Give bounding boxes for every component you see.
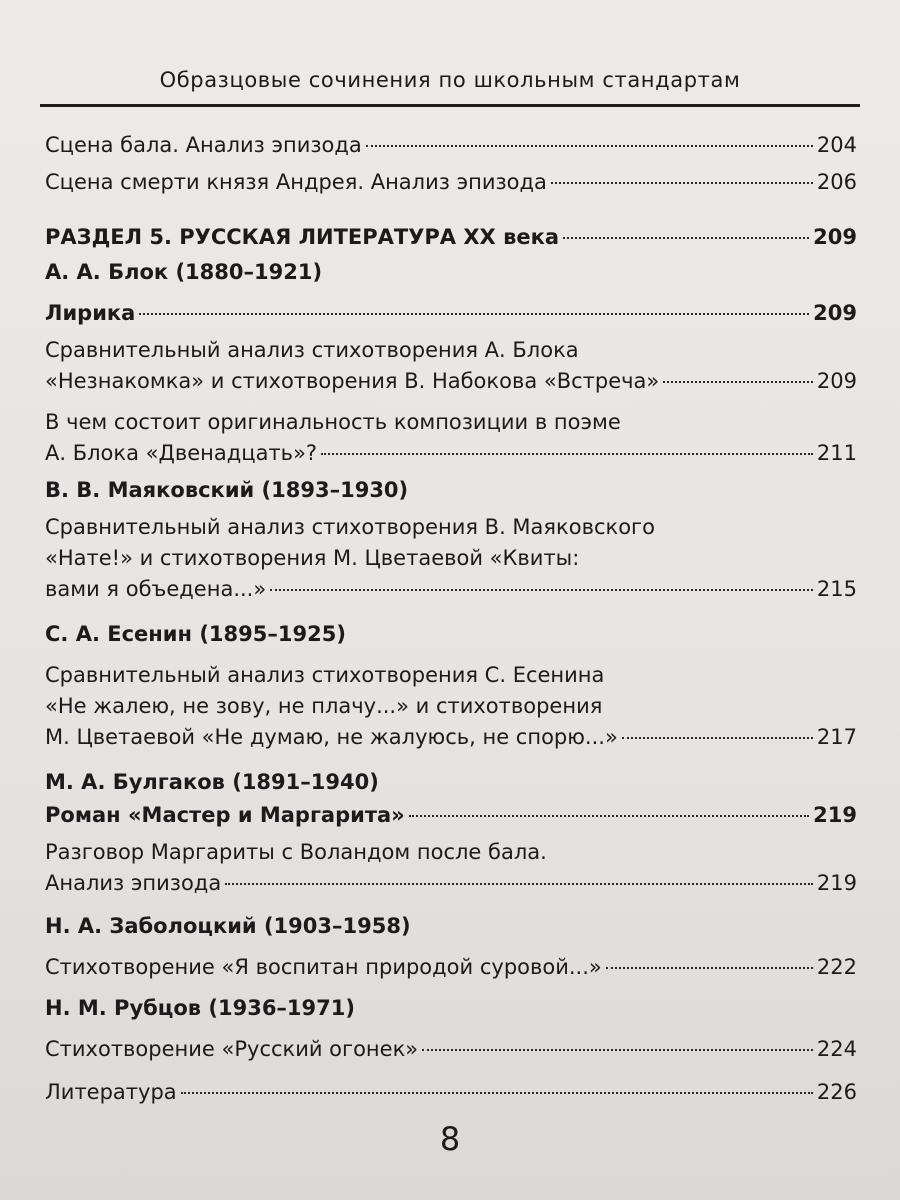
toc-page-number: 219 [813, 803, 857, 827]
page-number: 8 [439, 1120, 461, 1158]
toc-entry-line: Сравнительный анализ стихотворения С. Есенина [45, 663, 605, 687]
toc-entry-margarita-talk[interactable] [45, 837, 857, 899]
toc-entry-line: Сравнительный анализ стихотворения В. Маяковского [45, 515, 655, 539]
toc-entry-literature[interactable] [45, 1077, 857, 1108]
toc-entry-title: Сцена бала. Анализ эпизода [45, 133, 362, 157]
leader-dots [270, 589, 813, 591]
author-heading-blok: А. А. Блок (1880–1921) [45, 260, 323, 284]
author-heading-rubtsov: Н. М. Рубцов (1936–1971) [45, 996, 355, 1020]
author-heading-mayakovsky: В. В. Маяковский (1893–1930) [45, 478, 409, 502]
toc-section-heading[interactable] [45, 222, 857, 253]
toc-entry-mayakovsky-compare[interactable] [45, 512, 857, 605]
header-divider [40, 104, 860, 107]
toc-entry-blok-compare[interactable] [45, 335, 857, 397]
toc-entry-line: Сравнительный анализ стихотворения А. Блока [45, 338, 579, 362]
toc-entry-line: «Незнакомка» и стихотворения В. Набокова «Встреча» [45, 369, 660, 393]
toc-entry-line: Анализ эпизода [45, 871, 222, 895]
leader-dots [181, 1092, 813, 1094]
leader-dots [563, 237, 809, 239]
toc-page-number: 215 [816, 577, 857, 601]
leader-dots [366, 145, 813, 147]
toc-entry-scene-andrey[interactable] [45, 167, 857, 198]
toc-page-number: 211 [816, 441, 857, 465]
toc-entry-lyrics[interactable] [45, 298, 857, 329]
toc-entry-title: Стихотворение «Я воспитан природой суровой...» [45, 955, 602, 979]
leader-dots [409, 815, 809, 817]
toc-page-number: 209 [816, 369, 857, 393]
toc-page-number: 226 [816, 1080, 857, 1104]
toc-entry-title: Литература [45, 1080, 177, 1104]
running-header: Образцовые сочинения по школьным стандартам [159, 68, 741, 92]
section-title: РАЗДЕЛ 5. РУССКАЯ ЛИТЕРАТУРА XX века [45, 225, 560, 249]
toc-entry-line: «Нате!» и стихотворения М. Цветаевой «Квиты: [45, 546, 580, 570]
author-heading-zabolotsky: Н. А. Заболоцкий (1903–1958) [45, 914, 411, 938]
author-heading-bulgakov: М. А. Булгаков (1891–1940) [45, 770, 379, 794]
toc-entry-blok-twelve[interactable] [45, 407, 857, 469]
toc-entry-title: Стихотворение «Русский огонек» [45, 1037, 419, 1061]
toc-page-number: 209 [813, 225, 857, 249]
toc-entry-line: Разговор Маргариты с Воландом после бала. [45, 840, 547, 864]
toc-entry-line: вами я объедена...» [45, 577, 267, 601]
toc-entry-title: Роман «Мастер и Маргарита» [45, 803, 405, 827]
leader-dots [622, 737, 813, 739]
toc-entry-line: В чем состоит оригинальность композиции в поэме [45, 410, 621, 434]
toc-entry-line: М. Цветаевой «Не думаю, не жалуюсь, не спорю...» [45, 725, 618, 749]
toc-page-number: 219 [816, 871, 857, 895]
table-of-contents [45, 118, 857, 1108]
leader-dots [139, 313, 809, 315]
toc-entry-zabolotsky-poem[interactable] [45, 952, 857, 983]
toc-page-number: 217 [816, 725, 857, 749]
toc-page-number: 224 [816, 1037, 857, 1061]
leader-dots [551, 182, 813, 184]
toc-entry-line: А. Блока «Двенадцать»? [45, 441, 318, 465]
toc-entry-scene-ball[interactable] [45, 130, 857, 161]
author-heading-esenin: С. А. Есенин (1895–1925) [45, 622, 346, 646]
leader-dots [606, 967, 813, 969]
toc-entry-rubtsov-poem[interactable] [45, 1034, 857, 1065]
toc-entry-title: Лирика [45, 301, 136, 325]
toc-page-number: 204 [816, 133, 857, 157]
leader-dots [225, 883, 813, 885]
toc-entry-line: «Не жалею, не зову, не плачу...» и стихотворения [45, 694, 603, 718]
toc-page-number: 206 [816, 170, 857, 194]
leader-dots [663, 381, 813, 383]
leader-dots [422, 1049, 813, 1051]
toc-entry-esenin-compare[interactable] [45, 660, 857, 753]
leader-dots [321, 453, 813, 455]
toc-entry-master-novel[interactable] [45, 800, 857, 831]
toc-page-number: 209 [813, 301, 857, 325]
toc-entry-title: Сцена смерти князя Андрея. Анализ эпизода [45, 170, 547, 194]
toc-page-number: 222 [816, 955, 857, 979]
